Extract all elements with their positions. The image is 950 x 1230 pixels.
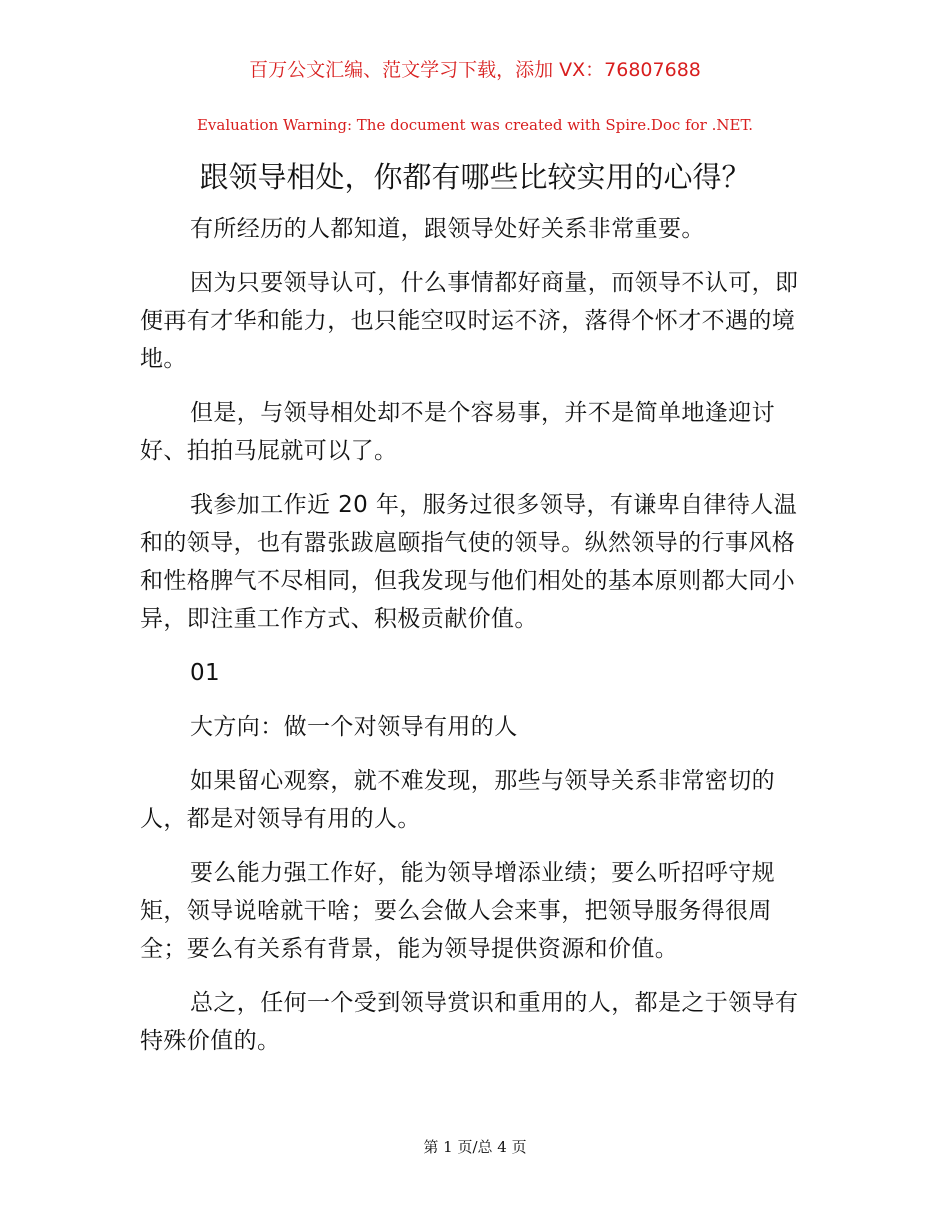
document-title: 跟领导相处，你都有哪些比较实用的心得？	[199, 160, 751, 194]
paragraph-4: 我参加工作近 20 年，服务过很多领导，有谦卑自律待人温和的领导，也有嚣张跋扈颐指气使的领导。纵然领导的行事风格和性格脾气不尽相同，但我发现与他们相处的基本原则都大同小异，即注重工作方式、积极贡献价值。	[140, 492, 798, 632]
page-number: 第 1 页/总 4 页	[423, 1138, 527, 1156]
promo-header	[0, 57, 950, 83]
paragraph-3: 但是，与领导相处却不是个容易事，并不是简单地逢迎讨好、拍拍马屁就可以了。	[140, 400, 775, 464]
page-footer	[0, 1137, 950, 1157]
section-number: 01	[190, 660, 221, 686]
paragraph-2: 因为只要领导认可，什么事情都好商量，而领导不认可，即便再有才华和能力，也只能空叹时运不济，落得个怀才不遇的境地。	[140, 270, 799, 372]
document-body	[140, 210, 812, 1076]
evaluation-warning-text: Evaluation Warning: The document was created with Spire.Doc for .NET.	[196, 116, 754, 134]
paragraph-5: 如果留心观察，就不难发现，那些与领导关系非常密切的人，都是对领导有用的人。	[140, 768, 775, 832]
evaluation-warning	[0, 114, 950, 136]
paragraph-7: 总之，任何一个受到领导赏识和重用的人，都是之于领导有特殊价值的。	[140, 990, 799, 1054]
promo-header-text: 百万公文汇编、范文学习下载，添加 VX：76807688	[249, 59, 701, 81]
paragraph-1: 有所经历的人都知道，跟领导处好关系非常重要。	[190, 216, 705, 242]
paragraph-6: 要么能力强工作好，能为领导增添业绩；要么听招呼守规矩，领导说啥就干啥；要么会做人会来事，把领导服务得很周全；要么有关系有背景，能为领导提供资源和价值。	[140, 860, 775, 962]
section-heading: 大方向：做一个对领导有用的人	[190, 714, 518, 740]
